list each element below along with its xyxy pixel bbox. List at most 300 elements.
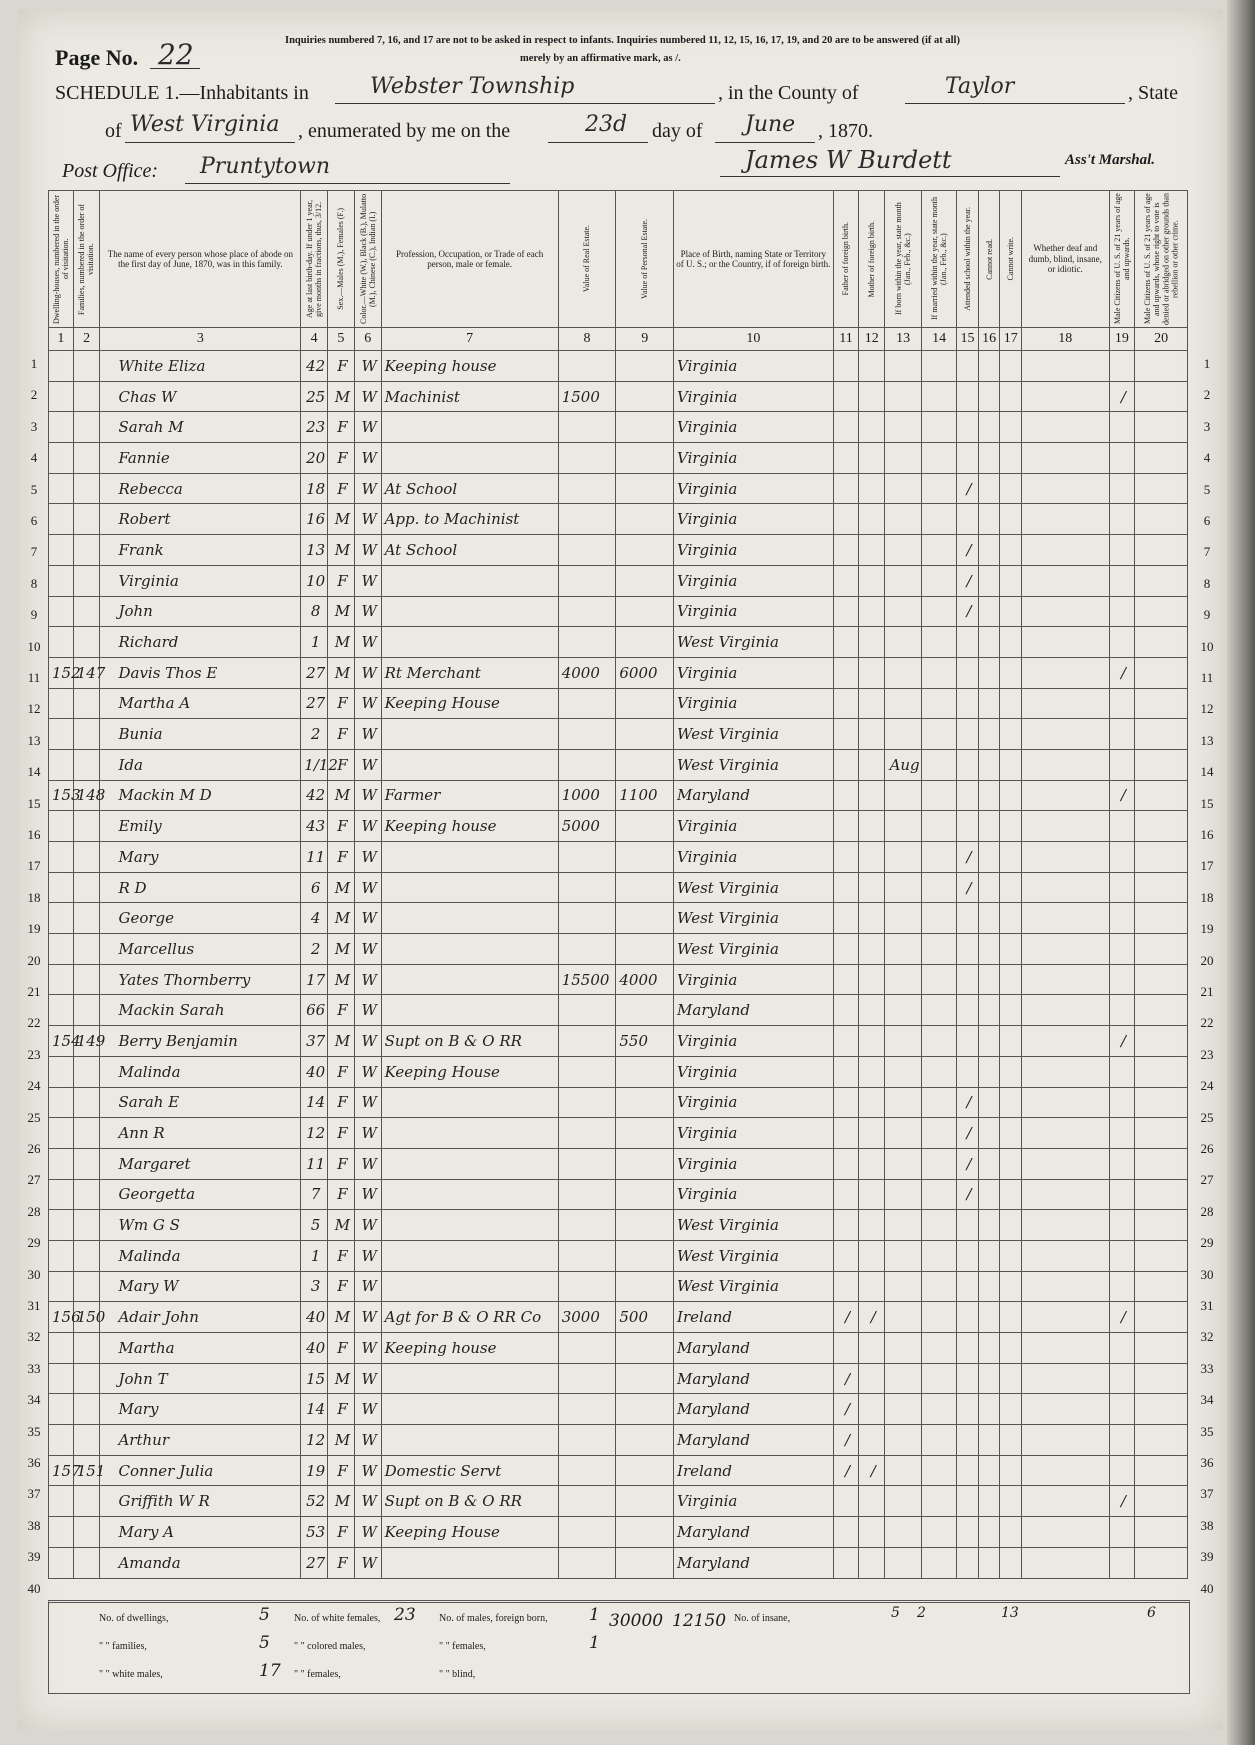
cell-m14 (922, 1486, 957, 1517)
line-number-left: 28 (27, 1203, 41, 1219)
cell-dwelling (49, 504, 74, 535)
cell-occupation (381, 995, 558, 1026)
cell-color: W (354, 1056, 381, 1087)
cell-color: W (354, 1026, 381, 1057)
cell-sex: F (328, 995, 355, 1026)
cell-m14 (922, 1148, 957, 1179)
line-number: 30 (1200, 1266, 1214, 1282)
cell-c19 (1109, 903, 1135, 934)
table-row (49, 1148, 1188, 1179)
column-number-row (49, 328, 1188, 351)
next-page-edge (1227, 0, 1255, 1745)
cell-c17 (1000, 596, 1022, 627)
cell-c19 (1109, 1148, 1135, 1179)
cell-real (558, 504, 616, 535)
cell-c18 (1022, 657, 1110, 688)
cell-f12 (859, 749, 885, 780)
enumerated-label: , enumerated by me on the (298, 120, 511, 142)
cell-real: 15500 (558, 964, 616, 995)
school-total: 13 (1001, 1605, 1019, 1621)
cell-f11 (833, 749, 859, 780)
cell-c18 (1022, 504, 1110, 535)
cell-f11 (833, 903, 859, 934)
cell-m14 (922, 1118, 957, 1149)
cell-c20 (1135, 1240, 1188, 1271)
cell-color: W (354, 780, 381, 811)
cell-birthplace: Virginia (674, 842, 834, 873)
cell-family (73, 1394, 100, 1425)
cell-c20 (1135, 842, 1188, 873)
cell-m14 (922, 381, 957, 412)
cell-c18 (1022, 1302, 1110, 1333)
cell-real: 5000 (558, 811, 616, 842)
cell-family (73, 596, 100, 627)
cell-age: 27 (301, 688, 328, 719)
cell-c20 (1135, 381, 1188, 412)
table-row (49, 1547, 1188, 1578)
cell-f12 (859, 504, 885, 535)
line-number: 39 (1200, 1549, 1214, 1565)
cell-m13 (885, 964, 922, 995)
cell-f11 (833, 627, 859, 658)
cell-name: Conner Julia (100, 1455, 301, 1486)
cell-dwelling (49, 596, 74, 627)
citizens-total: 6 (1147, 1605, 1156, 1621)
cell-c20 (1135, 412, 1188, 443)
cell-c16 (978, 995, 1000, 1026)
line-number: 17 (1200, 858, 1214, 874)
cell-m14 (922, 719, 957, 750)
cell-name: Margaret (100, 1148, 301, 1179)
cell-personal (616, 903, 674, 934)
cell-age: 10 (301, 565, 328, 596)
real-estate-total: 30000 (609, 1611, 664, 1631)
cell-occupation (381, 565, 558, 596)
cell-c18 (1022, 1455, 1110, 1486)
cell-c17 (1000, 780, 1022, 811)
cell-f11 (833, 565, 859, 596)
day-of-label: day of (652, 120, 703, 142)
cell-f11 (833, 443, 859, 474)
cell-f12 (859, 1240, 885, 1271)
cell-c20 (1135, 1517, 1188, 1548)
cell-personal (616, 811, 674, 842)
cell-age: 43 (301, 811, 328, 842)
cell-dwelling: 156 (49, 1302, 74, 1333)
cell-personal (616, 719, 674, 750)
cell-color: W (354, 995, 381, 1026)
line-number-left: 4 (30, 450, 38, 466)
line-number-left: 29 (27, 1235, 41, 1251)
cell-school (957, 1026, 979, 1057)
cell-m13 (885, 1026, 922, 1057)
cell-dwelling (49, 412, 74, 443)
cell-name: Chas W (100, 381, 301, 412)
cell-c19 (1109, 1271, 1135, 1302)
cell-personal (616, 1425, 674, 1456)
cell-sex: F (328, 351, 355, 382)
cell-school (957, 1302, 979, 1333)
cell-f11 (833, 780, 859, 811)
cell-c17 (1000, 719, 1022, 750)
cell-real (558, 1118, 616, 1149)
cell-m13 (885, 1302, 922, 1333)
cell-m13 (885, 1517, 922, 1548)
table-row (49, 811, 1188, 842)
cell-age: 66 (301, 995, 328, 1026)
line-number-left: 20 (27, 952, 41, 968)
cell-m14 (922, 627, 957, 658)
cell-c19 (1109, 1056, 1135, 1087)
cell-age: 25 (301, 381, 328, 412)
cell-c20 (1135, 1148, 1188, 1179)
cell-c20 (1135, 995, 1188, 1026)
cell-c19: / (1109, 780, 1135, 811)
cell-c17 (1000, 1210, 1022, 1241)
table-row (49, 535, 1188, 566)
table-row (49, 565, 1188, 596)
cell-m13 (885, 1118, 922, 1149)
cell-age: 40 (301, 1056, 328, 1087)
cell-c20 (1135, 1363, 1188, 1394)
cell-family (73, 1333, 100, 1364)
cell-age: 23 (301, 412, 328, 443)
cell-sex: F (328, 1118, 355, 1149)
cell-dwelling (49, 688, 74, 719)
cell-real (558, 842, 616, 873)
cell-age: 8 (301, 596, 328, 627)
cell-c17 (1000, 443, 1022, 474)
cell-occupation (381, 934, 558, 965)
line-number: 40 (1200, 1580, 1214, 1596)
cell-c17 (1000, 627, 1022, 658)
cell-occupation: App. to Machinist (381, 504, 558, 535)
cell-f12 (859, 596, 885, 627)
cell-school (957, 443, 979, 474)
cell-color: W (354, 903, 381, 934)
cell-m13 (885, 1087, 922, 1118)
cell-m13 (885, 504, 922, 535)
foreign-mothers-total: 2 (917, 1605, 926, 1621)
table-row (49, 995, 1188, 1026)
cell-birthplace: Maryland (674, 1363, 834, 1394)
cell-name: Mary (100, 1394, 301, 1425)
column-number-14: 14 (922, 328, 957, 351)
cell-birthplace: Virginia (674, 565, 834, 596)
cell-age: 40 (301, 1333, 328, 1364)
cell-c16 (978, 1240, 1000, 1271)
cell-f12 (859, 412, 885, 443)
table-row (49, 504, 1188, 535)
cell-personal (616, 504, 674, 535)
cell-color: W (354, 381, 381, 412)
cell-c16 (978, 1547, 1000, 1578)
cell-name: Virginia (100, 565, 301, 596)
cell-m13 (885, 1425, 922, 1456)
cell-c18 (1022, 1179, 1110, 1210)
line-number: 35 (1200, 1423, 1214, 1439)
cell-f12 (859, 473, 885, 504)
cell-m13 (885, 473, 922, 504)
cell-sex: M (328, 596, 355, 627)
cell-m14 (922, 504, 957, 535)
line-number-left: 27 (27, 1172, 41, 1188)
cell-school: / (957, 1118, 979, 1149)
cell-birthplace: Virginia (674, 1056, 834, 1087)
cell-birthplace: Virginia (674, 1179, 834, 1210)
cell-school (957, 1363, 979, 1394)
cell-color: W (354, 1333, 381, 1364)
cell-c17 (1000, 565, 1022, 596)
cell-real (558, 688, 616, 719)
cell-personal (616, 443, 674, 474)
cell-color: W (354, 473, 381, 504)
cell-school: / (957, 1087, 979, 1118)
cell-c16 (978, 1087, 1000, 1118)
line-number-left: 37 (27, 1486, 41, 1502)
cell-f12 (859, 995, 885, 1026)
cell-dwelling (49, 842, 74, 873)
cell-c19: / (1109, 657, 1135, 688)
cell-dwelling (49, 1087, 74, 1118)
cell-c20 (1135, 351, 1188, 382)
line-number: 19 (1200, 921, 1214, 937)
cell-m14 (922, 872, 957, 903)
cell-school (957, 934, 979, 965)
cell-personal (616, 1363, 674, 1394)
cell-personal (616, 535, 674, 566)
cell-c17 (1000, 1271, 1022, 1302)
cell-name: Fannie (100, 443, 301, 474)
cell-family (73, 688, 100, 719)
cell-age: 1/12 (301, 749, 328, 780)
line-number: 6 (1203, 513, 1211, 528)
cell-occupation (381, 1118, 558, 1149)
cell-m13 (885, 872, 922, 903)
line-number-left: 36 (27, 1455, 41, 1470)
cell-color: W (354, 443, 381, 474)
cell-color: W (354, 1363, 381, 1394)
line-number-left: 5 (30, 481, 38, 497)
cell-school (957, 1547, 979, 1578)
cell-c20 (1135, 1087, 1188, 1118)
cell-personal: 4000 (616, 964, 674, 995)
cell-f11 (833, 1271, 859, 1302)
township: Webster Township (370, 74, 575, 99)
cell-name: Martha (100, 1333, 301, 1364)
cell-name: Marcellus (100, 934, 301, 965)
cell-f11 (833, 351, 859, 382)
cell-c17 (1000, 1394, 1022, 1425)
cell-f12 (859, 1271, 885, 1302)
state: West Virginia (130, 112, 280, 137)
cell-name: Ida (100, 749, 301, 780)
line-number-left: 7 (30, 544, 38, 560)
column-number-20: 20 (1135, 328, 1188, 351)
cell-c16 (978, 504, 1000, 535)
cell-family (73, 443, 100, 474)
column-header-17: Cannot write. (1000, 191, 1022, 328)
cell-dwelling (49, 1517, 74, 1548)
cell-m14 (922, 1087, 957, 1118)
cell-occupation: Supt on B & O RR (381, 1026, 558, 1057)
cell-personal: 500 (616, 1302, 674, 1333)
cell-c17 (1000, 934, 1022, 965)
cell-c19 (1109, 1087, 1135, 1118)
cell-family: 148 (73, 780, 100, 811)
cell-family (73, 381, 100, 412)
cell-c16 (978, 596, 1000, 627)
cell-m14 (922, 964, 957, 995)
cell-c19 (1109, 749, 1135, 780)
cell-family: 151 (73, 1455, 100, 1486)
line-number-left: 25 (27, 1109, 41, 1125)
cell-birthplace: West Virginia (674, 627, 834, 658)
cell-dwelling (49, 627, 74, 658)
cell-birthplace: West Virginia (674, 719, 834, 750)
cell-name: George (100, 903, 301, 934)
cell-family (73, 504, 100, 535)
cell-c17 (1000, 1517, 1022, 1548)
cell-m13 (885, 995, 922, 1026)
column-header-19: Male Citizens of U. S. of 21 years of age and upwards. (1109, 191, 1135, 328)
line-number: 3 (1203, 418, 1211, 434)
cell-c18 (1022, 1056, 1110, 1087)
cell-school (957, 964, 979, 995)
table-row (49, 1517, 1188, 1548)
instructions-line-1: Inquiries numbered 7, 16, and 17 are not to be asked in respect to infants. Inquiries numbered 11, 12, 15, 16, 17, 19, and 20 are to be answered (if at all) (285, 35, 960, 46)
cell-personal (616, 842, 674, 873)
cell-birthplace: Ireland (674, 1302, 834, 1333)
cell-m14 (922, 565, 957, 596)
cell-age: 11 (301, 1148, 328, 1179)
cell-c17 (1000, 1148, 1022, 1179)
cell-personal (616, 1394, 674, 1425)
cell-birthplace: Virginia (674, 811, 834, 842)
cell-occupation (381, 1547, 558, 1578)
cell-occupation: Keeping House (381, 1517, 558, 1548)
cell-personal (616, 995, 674, 1026)
cell-dwelling (49, 1271, 74, 1302)
cell-c16 (978, 443, 1000, 474)
cell-sex: F (328, 749, 355, 780)
line-number: 25 (1200, 1109, 1214, 1125)
cell-personal (616, 1455, 674, 1486)
cell-m14 (922, 1455, 957, 1486)
personal-estate-total: 12150 (672, 1611, 727, 1631)
cell-c16 (978, 657, 1000, 688)
cell-c16 (978, 351, 1000, 382)
cell-sex: F (328, 1394, 355, 1425)
cell-family (73, 535, 100, 566)
cell-m14 (922, 1056, 957, 1087)
cell-age: 27 (301, 1547, 328, 1578)
cell-sex: M (328, 381, 355, 412)
cell-c19 (1109, 565, 1135, 596)
enumeration-month: June (745, 112, 796, 137)
cell-personal (616, 565, 674, 596)
cell-c18 (1022, 749, 1110, 780)
cell-c19 (1109, 1118, 1135, 1149)
cell-occupation (381, 1394, 558, 1425)
cell-sex: M (328, 1026, 355, 1057)
column-header-9: Value of Personal Estate. (616, 191, 674, 328)
cell-f12 (859, 381, 885, 412)
cell-birthplace: Virginia (674, 443, 834, 474)
cell-sex: F (328, 1056, 355, 1087)
cell-f11 (833, 412, 859, 443)
cell-c20 (1135, 1056, 1188, 1087)
cell-occupation (381, 1179, 558, 1210)
cell-f11 (833, 504, 859, 535)
cell-occupation: Keeping House (381, 688, 558, 719)
cell-age: 5 (301, 1210, 328, 1241)
cell-personal (616, 1210, 674, 1241)
cell-real (558, 1056, 616, 1087)
foreign-fathers-total: 5 (891, 1605, 900, 1621)
cell-c17 (1000, 872, 1022, 903)
cell-age: 4 (301, 903, 328, 934)
white-males-label: " " white males, (99, 1669, 163, 1680)
cell-c19 (1109, 842, 1135, 873)
cell-f12: / (859, 1302, 885, 1333)
cell-family (73, 1179, 100, 1210)
cell-m13 (885, 596, 922, 627)
line-number-left: 19 (27, 921, 41, 937)
cell-c19 (1109, 1179, 1135, 1210)
schedule-label: SCHEDULE 1.—Inhabitants in (55, 82, 309, 104)
table-row (49, 719, 1188, 750)
cell-c19 (1109, 964, 1135, 995)
cell-f12 (859, 443, 885, 474)
line-number: 33 (1200, 1360, 1214, 1376)
cell-birthplace: Virginia (674, 657, 834, 688)
cell-c17 (1000, 1455, 1022, 1486)
cell-c16 (978, 1056, 1000, 1087)
cell-age: 1 (301, 627, 328, 658)
cell-sex: F (328, 1179, 355, 1210)
cell-sex: M (328, 934, 355, 965)
cell-age: 52 (301, 1486, 328, 1517)
cell-f11 (833, 964, 859, 995)
cell-age: 12 (301, 1425, 328, 1456)
table-row (49, 1118, 1188, 1149)
cell-occupation (381, 872, 558, 903)
cell-c18 (1022, 1271, 1110, 1302)
cell-family: 147 (73, 657, 100, 688)
cell-school (957, 412, 979, 443)
cell-c16 (978, 749, 1000, 780)
cell-m14 (922, 842, 957, 873)
cell-personal (616, 1547, 674, 1578)
cell-m14 (922, 780, 957, 811)
cell-color: W (354, 1425, 381, 1456)
cell-m14 (922, 1240, 957, 1271)
line-number: 8 (1203, 575, 1211, 591)
cell-family (73, 903, 100, 934)
cell-m13 (885, 381, 922, 412)
table-row (49, 1056, 1188, 1087)
cell-birthplace: Virginia (674, 412, 834, 443)
cell-color: W (354, 412, 381, 443)
cell-c18 (1022, 719, 1110, 750)
cell-f12 (859, 842, 885, 873)
cell-dwelling (49, 1394, 74, 1425)
enumeration-day: 23d (585, 112, 628, 137)
cell-c20 (1135, 535, 1188, 566)
line-number-left: 34 (27, 1392, 41, 1408)
of-label: of (105, 120, 122, 142)
